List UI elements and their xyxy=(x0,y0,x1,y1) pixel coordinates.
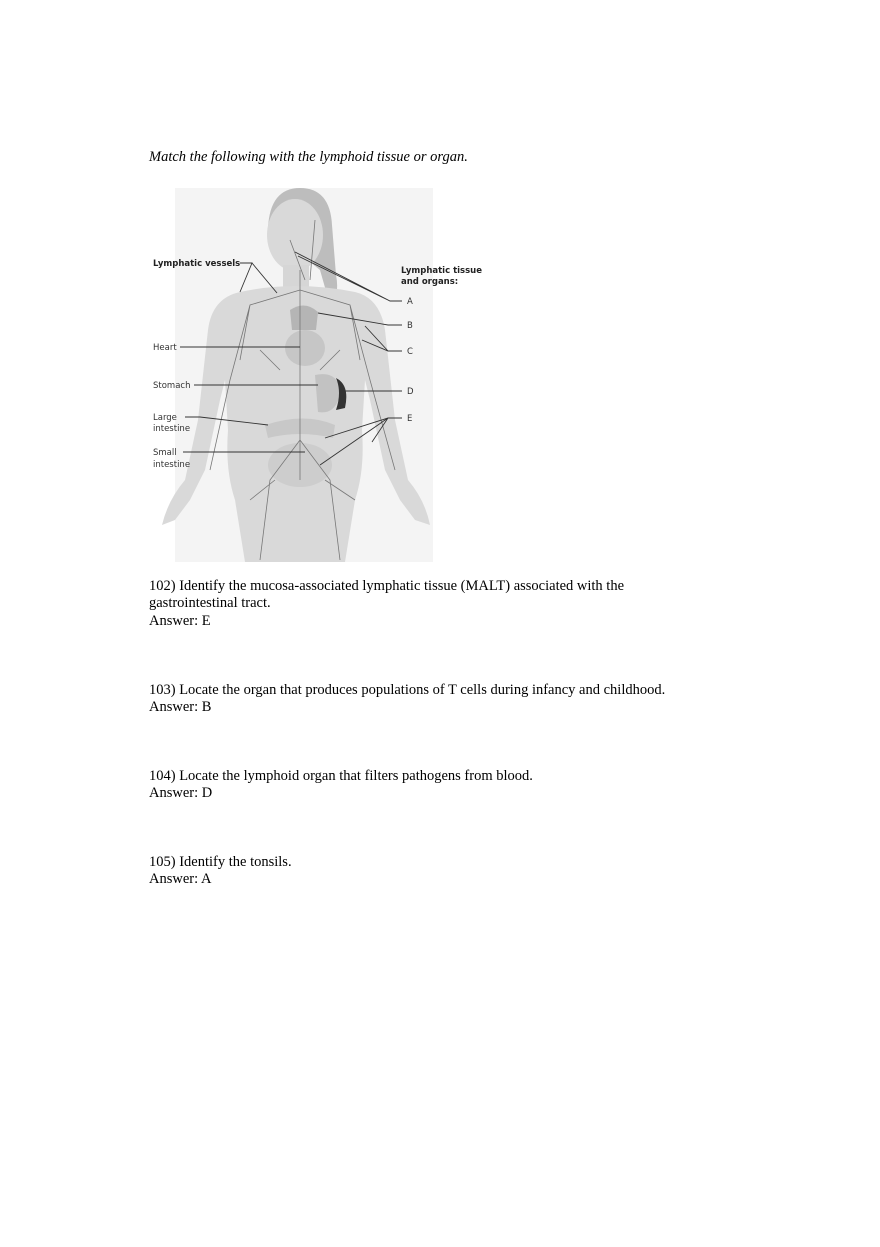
label-small-intestine: Small xyxy=(153,448,177,458)
answer-105: Answer: A xyxy=(149,871,212,887)
letter-b: B xyxy=(407,321,413,331)
answer-104: Answer: D xyxy=(149,785,213,801)
label-lymphatic-vessels: Lymphatic vessels xyxy=(153,259,241,269)
thymus xyxy=(290,305,318,330)
question-105: 105) Identify the tonsils. xyxy=(149,854,292,870)
label-large-intestine-2: intestine xyxy=(153,424,191,434)
letter-c: C xyxy=(407,347,413,357)
instruction: Match the following with the lymphoid tissue or organ. xyxy=(149,149,468,165)
label-stomach: Stomach xyxy=(153,381,191,391)
heading-and-organs: and organs: xyxy=(401,277,459,287)
heart xyxy=(285,330,325,366)
question-103: 103) Locate the organ that produces populations of T cells during infancy and childhood. xyxy=(149,682,666,698)
heading-lymphatic-tissue: Lymphatic tissue xyxy=(401,266,482,276)
label-heart: Heart xyxy=(153,343,177,353)
letter-d: D xyxy=(407,387,414,397)
lymphatic-system-figure xyxy=(140,180,490,570)
question-102-cont: gastrointestinal tract. xyxy=(149,595,271,611)
question-102: 102) Identify the mucosa-associated lymphatic tissue (MALT) associated with the xyxy=(149,578,625,594)
question-104: 104) Locate the lymphoid organ that filters pathogens from blood. xyxy=(149,768,533,784)
letter-a: A xyxy=(407,297,413,307)
body-illustration xyxy=(162,188,433,562)
answer-103: Answer: B xyxy=(149,699,212,715)
answer-102: Answer: E xyxy=(149,613,211,629)
label-small-intestine-2: intestine xyxy=(153,460,191,470)
letter-e: E xyxy=(407,414,413,424)
label-large-intestine: Large xyxy=(153,413,177,423)
